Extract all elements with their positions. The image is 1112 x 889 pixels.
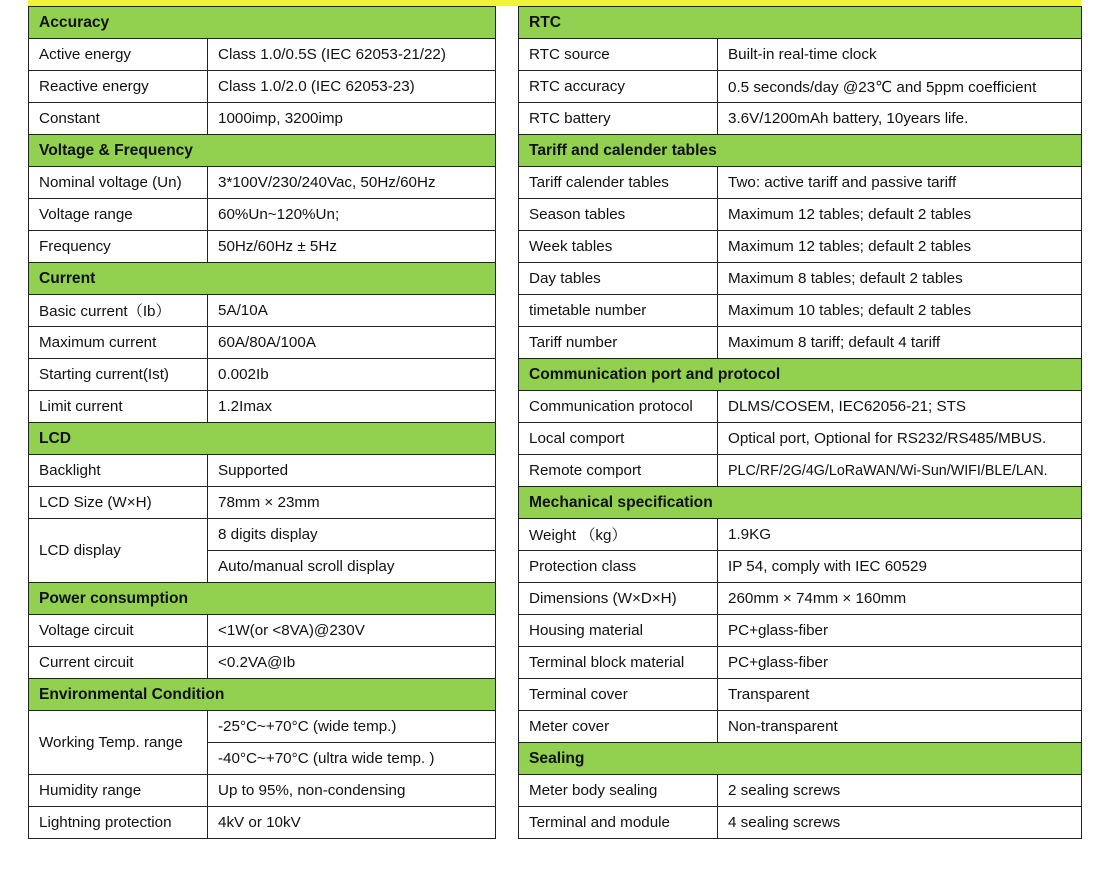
spec-value: 5A/10A <box>208 295 496 327</box>
spec-value: Maximum 8 tables; default 2 tables <box>718 263 1082 295</box>
spec-label: Current circuit <box>29 647 208 679</box>
spec-value: 0.5 seconds/day @23℃ and 5ppm coefficient <box>718 71 1082 103</box>
spec-value: 260mm × 74mm × 160mm <box>718 583 1082 615</box>
spec-value: 1.2Imax <box>208 391 496 423</box>
spec-row-current-circuit <box>29 647 496 679</box>
spec-row-remote-comport <box>519 455 1082 487</box>
spec-value: Two: active tariff and passive tariff <box>718 167 1082 199</box>
spec-value: Class 1.0/2.0 (IEC 62053-23) <box>208 71 496 103</box>
spec-row-lightning-protection <box>29 807 496 839</box>
spec-value: Maximum 12 tables; default 2 tables <box>718 231 1082 263</box>
section-title: Environmental Condition <box>29 679 496 711</box>
spec-label: Lightning protection <box>29 807 208 839</box>
spec-label: RTC accuracy <box>519 71 718 103</box>
spec-label: Frequency <box>29 231 208 263</box>
spec-label: LCD display <box>29 519 208 583</box>
spec-value: Class 1.0/0.5S (IEC 62053-21/22) <box>208 39 496 71</box>
spec-row-season-tables <box>519 199 1082 231</box>
spec-row-active-energy <box>29 39 496 71</box>
spec-value: 2 sealing screws <box>718 775 1082 807</box>
spec-row-terminal-block-material <box>519 647 1082 679</box>
spec-value: 3.6V/1200mAh battery, 10years life. <box>718 103 1082 135</box>
spec-row-terminal-cover <box>519 679 1082 711</box>
section-title: Accuracy <box>29 7 496 39</box>
spec-row-voltage-range <box>29 199 496 231</box>
spec-value: Transparent <box>718 679 1082 711</box>
spec-value: 4 sealing screws <box>718 807 1082 839</box>
section-header-environmental-condition <box>29 679 496 711</box>
spec-value: Maximum 8 tariff; default 4 tariff <box>718 327 1082 359</box>
spec-value: PC+glass-fiber <box>718 647 1082 679</box>
section-title: Communication port and protocol <box>519 359 1082 391</box>
spec-label: Day tables <box>519 263 718 295</box>
section-title: Power consumption <box>29 583 496 615</box>
section-title: Tariff and calender tables <box>519 135 1082 167</box>
section-title: RTC <box>519 7 1082 39</box>
spec-row-local-comport <box>519 423 1082 455</box>
section-header-lcd <box>29 423 496 455</box>
spec-label: Meter cover <box>519 711 718 743</box>
spec-label: timetable number <box>519 295 718 327</box>
spec-row-meter-cover <box>519 711 1082 743</box>
section-header-tariff-and-calender-tables <box>519 135 1082 167</box>
spec-value: -25°C~+70°C (wide temp.) <box>208 711 496 743</box>
spec-row-reactive-energy <box>29 71 496 103</box>
spec-label: Limit current <box>29 391 208 423</box>
spec-label: Backlight <box>29 455 208 487</box>
spec-row-backlight <box>29 455 496 487</box>
spec-table-right <box>518 6 1082 839</box>
spec-table-left <box>28 6 496 839</box>
spec-row-communication-protocol <box>519 391 1082 423</box>
spec-row-lcd-size-w-h <box>29 487 496 519</box>
spec-label: Local comport <box>519 423 718 455</box>
spec-row-nominal-voltage-un <box>29 167 496 199</box>
spec-label: Tariff calender tables <box>519 167 718 199</box>
spec-row-meter-body-sealing <box>519 775 1082 807</box>
spec-row-terminal-and-module <box>519 807 1082 839</box>
spec-value: 8 digits display <box>208 519 496 551</box>
spec-value: Maximum 10 tables; default 2 tables <box>718 295 1082 327</box>
spec-label: Terminal block material <box>519 647 718 679</box>
spec-label: Weight （kg） <box>519 519 718 551</box>
spec-row-day-tables <box>519 263 1082 295</box>
spec-label: Dimensions (W×D×H) <box>519 583 718 615</box>
section-title: Voltage & Frequency <box>29 135 496 167</box>
spec-label: Starting current(Ist) <box>29 359 208 391</box>
spec-value: Maximum 12 tables; default 2 tables <box>718 199 1082 231</box>
spec-label: Communication protocol <box>519 391 718 423</box>
spec-value: 4kV or 10kV <box>208 807 496 839</box>
spec-row-weight-kg <box>519 519 1082 551</box>
spec-label: Voltage circuit <box>29 615 208 647</box>
spec-row-basic-current-ib <box>29 295 496 327</box>
spec-row-tariff-calender-tables <box>519 167 1082 199</box>
spec-value: PLC/RF/2G/4G/LoRaWAN/Wi-Sun/WIFI/BLE/LAN. <box>718 455 1082 487</box>
spec-label: RTC source <box>519 39 718 71</box>
spec-row-tariff-number <box>519 327 1082 359</box>
spec-label: Constant <box>29 103 208 135</box>
section-header-voltage-frequency <box>29 135 496 167</box>
spec-label: Active energy <box>29 39 208 71</box>
spec-value: 78mm × 23mm <box>208 487 496 519</box>
spec-row-rtc-source <box>519 39 1082 71</box>
spec-row-rtc-accuracy <box>519 71 1082 103</box>
spec-value: 0.002Ib <box>208 359 496 391</box>
spec-label: Working Temp. range <box>29 711 208 775</box>
spec-row-timetable-number <box>519 295 1082 327</box>
spec-label: Basic current（Ib） <box>29 295 208 327</box>
spec-value: -40°C~+70°C (ultra wide temp. ) <box>208 743 496 775</box>
spec-value: Non-transparent <box>718 711 1082 743</box>
section-title: Mechanical specification <box>519 487 1082 519</box>
spec-row-limit-current <box>29 391 496 423</box>
spec-value: 60A/80A/100A <box>208 327 496 359</box>
spec-label: RTC battery <box>519 103 718 135</box>
spec-label: Remote comport <box>519 455 718 487</box>
spec-value: IP 54, comply with IEC 60529 <box>718 551 1082 583</box>
section-title: LCD <box>29 423 496 455</box>
spec-value: 1000imp, 3200imp <box>208 103 496 135</box>
spec-row-frequency <box>29 231 496 263</box>
spec-value: 1.9KG <box>718 519 1082 551</box>
section-header-accuracy <box>29 7 496 39</box>
spec-value: Optical port, Optional for RS232/RS485/MBUS. <box>718 423 1082 455</box>
section-header-rtc <box>519 7 1082 39</box>
spec-label: Voltage range <box>29 199 208 231</box>
spec-row-starting-current-ist <box>29 359 496 391</box>
spec-row-dimensions-w-d-h <box>519 583 1082 615</box>
spec-label: Week tables <box>519 231 718 263</box>
spec-value: <0.2VA@Ib <box>208 647 496 679</box>
spec-row-lcd-display <box>29 519 496 551</box>
spec-label: LCD Size (W×H) <box>29 487 208 519</box>
spec-value: PC+glass-fiber <box>718 615 1082 647</box>
spec-value: Supported <box>208 455 496 487</box>
spec-value: <1W(or <8VA)@230V <box>208 615 496 647</box>
spec-value: Up to 95%, non-condensing <box>208 775 496 807</box>
spec-label: Season tables <box>519 199 718 231</box>
spec-label: Terminal cover <box>519 679 718 711</box>
spec-row-working-temp-range <box>29 711 496 743</box>
spec-label: Protection class <box>519 551 718 583</box>
spec-label: Reactive energy <box>29 71 208 103</box>
section-header-mechanical-specification <box>519 487 1082 519</box>
spec-label: Meter body sealing <box>519 775 718 807</box>
spec-label: Housing material <box>519 615 718 647</box>
spec-value: Auto/manual scroll display <box>208 551 496 583</box>
spec-row-week-tables <box>519 231 1082 263</box>
section-header-sealing <box>519 743 1082 775</box>
section-title: Sealing <box>519 743 1082 775</box>
spec-row-rtc-battery <box>519 103 1082 135</box>
spec-label: Nominal voltage (Un) <box>29 167 208 199</box>
spec-row-housing-material <box>519 615 1082 647</box>
section-header-communication-port-and-protocol <box>519 359 1082 391</box>
section-header-current <box>29 263 496 295</box>
spec-value: 60%Un~120%Un; <box>208 199 496 231</box>
spec-label: Humidity range <box>29 775 208 807</box>
spec-value: 50Hz/60Hz ± 5Hz <box>208 231 496 263</box>
spec-row-protection-class <box>519 551 1082 583</box>
spec-row-voltage-circuit <box>29 615 496 647</box>
spec-value: 3*100V/230/240Vac, 50Hz/60Hz <box>208 167 496 199</box>
section-header-power-consumption <box>29 583 496 615</box>
spec-value: Built-in real-time clock <box>718 39 1082 71</box>
spec-row-constant <box>29 103 496 135</box>
spec-label: Terminal and module <box>519 807 718 839</box>
spec-value: DLMS/COSEM, IEC62056-21; STS <box>718 391 1082 423</box>
section-title: Current <box>29 263 496 295</box>
spec-label: Tariff number <box>519 327 718 359</box>
spec-row-maximum-current <box>29 327 496 359</box>
spec-row-humidity-range <box>29 775 496 807</box>
spec-label: Maximum current <box>29 327 208 359</box>
